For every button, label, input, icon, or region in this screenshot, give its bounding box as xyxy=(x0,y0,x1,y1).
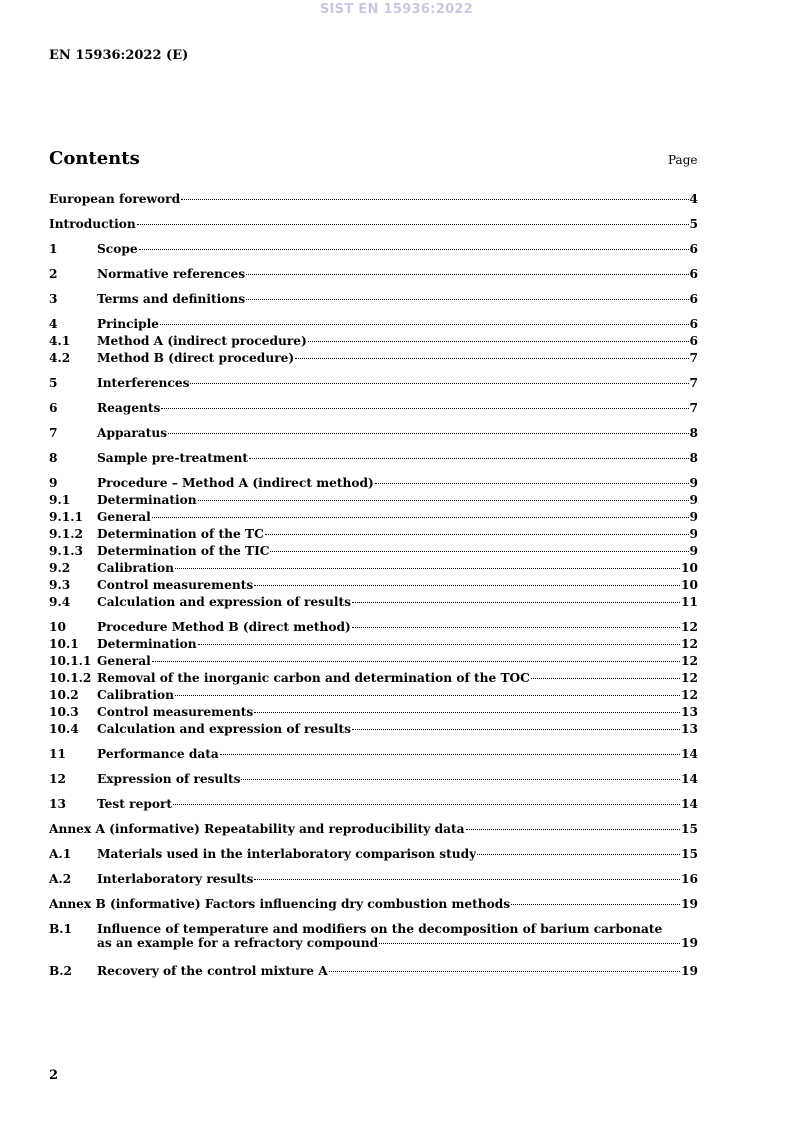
toc-entry-number: A.1 xyxy=(49,847,72,861)
toc-entry-number: 10.1.1 xyxy=(49,654,92,668)
toc-entry-title: Calculation and expression of results xyxy=(97,722,351,736)
toc-entry-number: 4.2 xyxy=(49,351,71,365)
toc-entry-page: 6 xyxy=(689,317,698,331)
toc-entry-title: Procedure Method B (direct method) xyxy=(97,620,351,634)
standard-id: EN 15936:2022 (E) xyxy=(49,48,189,63)
dot-leader xyxy=(246,274,688,275)
toc-entry-page: 19 xyxy=(681,964,698,978)
toc-entry-page: 16 xyxy=(681,872,698,886)
toc-entry-page: 19 xyxy=(681,897,698,911)
toc-entry[interactable] xyxy=(49,671,698,688)
toc-entry[interactable] xyxy=(49,242,698,259)
toc-entry[interactable] xyxy=(49,847,698,864)
toc-entry-number: 12 xyxy=(49,772,66,786)
toc-entry[interactable] xyxy=(49,376,698,393)
toc-entry-title: Annex B (informative) Factors influencing dry combustion methods xyxy=(49,897,511,911)
toc-entry[interactable] xyxy=(49,797,698,814)
toc-entry[interactable] xyxy=(49,747,698,764)
toc-entry-title: Sample pre-treatment xyxy=(97,451,248,465)
dot-leader xyxy=(265,534,689,535)
page-title: Contents xyxy=(49,148,140,169)
toc-entry-number: 9.2 xyxy=(49,561,71,575)
toc-entry[interactable] xyxy=(49,578,698,595)
dot-leader xyxy=(329,971,680,972)
toc-entry-page: 12 xyxy=(681,637,698,651)
toc-entry-title: Determination of the TC xyxy=(97,527,264,541)
toc-entry-number: 7 xyxy=(49,426,58,440)
toc-entry-title: Introduction xyxy=(49,217,136,231)
toc-entry-title: Method A (indirect procedure) xyxy=(97,334,307,348)
toc-entry-title: Calculation and expression of results xyxy=(97,595,351,609)
toc-entry-number: B.2 xyxy=(49,964,73,978)
dot-leader xyxy=(137,224,689,225)
toc-entry-page: 14 xyxy=(681,772,698,786)
toc-entry[interactable] xyxy=(49,476,698,493)
dot-leader xyxy=(220,754,680,755)
dot-leader xyxy=(308,341,689,342)
dot-leader xyxy=(198,500,689,501)
toc-entry-number: 5 xyxy=(49,376,58,390)
dot-leader xyxy=(270,551,688,552)
toc-entry-title: Determination of the TIC xyxy=(97,544,270,558)
toc-entry-title: Normative references xyxy=(97,267,246,281)
toc-entry-title: Terms and definitions xyxy=(97,292,246,306)
toc-entry-title: Control measurements xyxy=(97,578,254,592)
toc-entry-title: Determination xyxy=(97,493,197,507)
toc-entry-title: Scope xyxy=(97,242,138,256)
toc-entry-number: A.2 xyxy=(49,872,72,886)
toc-entry-number: 3 xyxy=(49,292,58,306)
toc-entry[interactable] xyxy=(49,654,698,671)
toc-entry-page: 6 xyxy=(689,292,698,306)
toc-entry-title: General xyxy=(97,654,151,668)
toc-entry-title: Interlaboratory results xyxy=(97,872,254,886)
toc-entry-number: 10 xyxy=(49,620,66,634)
toc-entry-title-continued: as an example for a refractory compound xyxy=(97,936,379,950)
toc-entry-page: 13 xyxy=(681,722,698,736)
toc-entry-title: Performance data xyxy=(97,747,219,761)
toc-entry[interactable] xyxy=(49,217,698,234)
toc-entry-title: Determination xyxy=(97,637,197,651)
toc-entry[interactable] xyxy=(49,426,698,443)
toc-entry-number: 11 xyxy=(49,747,66,761)
toc-entry-title: European foreword xyxy=(49,192,181,206)
toc-entry-page: 14 xyxy=(681,797,698,811)
toc-entry-title: Influence of temperature and modifiers on the decomposition of barium carbonate xyxy=(97,922,663,936)
toc-entry-number: 10.1 xyxy=(49,637,79,651)
toc-entry-number: 9.1.2 xyxy=(49,527,83,541)
toc-entry-page: 14 xyxy=(681,747,698,761)
toc-entry-page: 12 xyxy=(681,620,698,634)
dot-leader xyxy=(190,383,688,384)
dot-leader xyxy=(168,433,688,434)
toc-entry-title: Removal of the inorganic carbon and determination of the TOC xyxy=(97,671,530,685)
toc-entry[interactable] xyxy=(49,595,698,612)
toc-entry-page: 12 xyxy=(681,688,698,702)
toc-entry-page: 6 xyxy=(689,242,698,256)
dot-leader xyxy=(152,661,680,662)
toc-entry[interactable] xyxy=(49,493,698,510)
dot-leader xyxy=(175,568,680,569)
toc-entry[interactable] xyxy=(49,705,698,722)
toc-entry-number: 10.2 xyxy=(49,688,79,702)
dot-leader xyxy=(152,517,689,518)
page-number: 2 xyxy=(49,1068,59,1083)
toc-entry[interactable] xyxy=(49,401,698,418)
dot-leader xyxy=(254,879,680,880)
toc-entry-page: 7 xyxy=(689,376,698,390)
toc-entry-title: Apparatus xyxy=(97,426,168,440)
dot-leader xyxy=(198,644,680,645)
toc-entry-page: 10 xyxy=(681,578,698,592)
toc-entry-page: 6 xyxy=(689,267,698,281)
page-column-label: Page xyxy=(668,153,698,167)
toc-entry-number: 9.1.1 xyxy=(49,510,83,524)
toc-entry-number: 9.1 xyxy=(49,493,71,507)
toc-entry-number: 10.4 xyxy=(49,722,79,736)
toc-entry-title: Interferences xyxy=(97,376,190,390)
dot-leader xyxy=(352,627,680,628)
toc-entry-title: General xyxy=(97,510,151,524)
toc-entry-number: 4 xyxy=(49,317,58,331)
toc-entry-number: 9.3 xyxy=(49,578,71,592)
toc-entry[interactable] xyxy=(49,822,698,839)
toc-entry[interactable] xyxy=(49,192,698,209)
toc-entry[interactable] xyxy=(49,772,698,789)
toc-entry-page: 15 xyxy=(681,847,698,861)
toc-entry[interactable] xyxy=(49,872,698,889)
toc-entry[interactable] xyxy=(49,688,698,705)
toc-entry-title: Principle xyxy=(97,317,160,331)
toc-entry-page: 15 xyxy=(681,822,698,836)
toc-entry-page: 9 xyxy=(689,527,698,541)
toc-entry-page: 10 xyxy=(681,561,698,575)
toc-entry-title: Recovery of the control mixture A xyxy=(97,964,328,978)
toc-entry-title: Test report xyxy=(97,797,173,811)
toc-entry-number: 8 xyxy=(49,451,58,465)
toc-entry-page: 9 xyxy=(689,544,698,558)
toc-entry-page: 9 xyxy=(689,493,698,507)
toc-entry[interactable] xyxy=(49,292,698,309)
dot-leader xyxy=(352,602,680,603)
toc-entry-page: 5 xyxy=(689,217,698,231)
toc-entry-title: Calibration xyxy=(97,561,174,575)
toc-entry-number: 1 xyxy=(49,242,58,256)
dot-leader xyxy=(175,695,680,696)
toc-entry-page: 19 xyxy=(681,936,698,950)
toc-entry[interactable] xyxy=(49,964,698,981)
dot-leader xyxy=(173,804,680,805)
toc-entry-title: Materials used in the interlaboratory comparison study xyxy=(97,847,477,861)
toc-entry-page: 11 xyxy=(681,595,698,609)
toc-entry-page: 7 xyxy=(689,401,698,415)
toc-entry[interactable] xyxy=(49,451,698,468)
toc-entry-number: 9.4 xyxy=(49,595,71,609)
dot-leader xyxy=(531,678,680,679)
dot-leader xyxy=(254,585,680,586)
toc-entry-number: 9 xyxy=(49,476,58,490)
toc-entry[interactable] xyxy=(49,897,698,914)
toc-entry-title: Control measurements xyxy=(97,705,254,719)
toc-entry[interactable] xyxy=(49,620,698,637)
toc-entry-number: 9.1.3 xyxy=(49,544,83,558)
toc-entry-number: 6 xyxy=(49,401,58,415)
toc-entry[interactable] xyxy=(49,267,698,284)
toc-entry-page: 12 xyxy=(681,654,698,668)
dot-leader xyxy=(181,199,688,200)
toc-entry[interactable] xyxy=(49,351,698,368)
dot-leader xyxy=(477,854,680,855)
toc-entry[interactable] xyxy=(49,334,698,351)
toc-entry-number: B.1 xyxy=(49,922,73,936)
toc-entry-page: 13 xyxy=(681,705,698,719)
dot-leader xyxy=(379,943,680,944)
toc-entry[interactable] xyxy=(49,922,698,956)
toc-entry-page: 4 xyxy=(689,192,698,206)
toc-entry[interactable] xyxy=(49,510,698,527)
toc-entry-number: 10.1.2 xyxy=(49,671,92,685)
dot-leader xyxy=(161,408,688,409)
watermark: SIST EN 15936:2022 xyxy=(319,2,474,17)
toc-entry-number: 2 xyxy=(49,267,58,281)
toc-entry-page: 12 xyxy=(681,671,698,685)
dot-leader xyxy=(295,358,688,359)
dot-leader xyxy=(160,324,688,325)
toc-entry[interactable] xyxy=(49,722,698,739)
dot-leader xyxy=(375,483,689,484)
dot-leader xyxy=(511,904,680,905)
dot-leader xyxy=(246,299,688,300)
toc-entry-number: 13 xyxy=(49,797,66,811)
toc-entry-title: Procedure – Method A (indirect method) xyxy=(97,476,374,490)
toc-entry-page: 9 xyxy=(689,476,698,490)
dot-leader xyxy=(249,458,689,459)
toc-entry-title: Reagents xyxy=(97,401,161,415)
toc-entry-page: 6 xyxy=(689,334,698,348)
toc-entry[interactable] xyxy=(49,317,698,334)
toc-entry[interactable] xyxy=(49,561,698,578)
dot-leader xyxy=(352,729,680,730)
toc-entry-title: Annex A (informative) Repeatability and reproducibility data xyxy=(49,822,465,836)
toc-entry[interactable] xyxy=(49,544,698,561)
dot-leader xyxy=(254,712,680,713)
dot-leader xyxy=(241,779,680,780)
toc-entry-page: 7 xyxy=(689,351,698,365)
toc-entry-page: 9 xyxy=(689,510,698,524)
toc-entry-page: 8 xyxy=(689,426,698,440)
toc-entry[interactable] xyxy=(49,527,698,544)
toc-entry-title: Calibration xyxy=(97,688,174,702)
toc-entry-number: 4.1 xyxy=(49,334,71,348)
dot-leader xyxy=(466,829,680,830)
toc-entry-title: Method B (direct procedure) xyxy=(97,351,295,365)
toc-entry[interactable] xyxy=(49,637,698,654)
dot-leader xyxy=(139,249,689,250)
toc-entry-page: 8 xyxy=(689,451,698,465)
toc-entry-number: 10.3 xyxy=(49,705,79,719)
toc-entry-title: Expression of results xyxy=(97,772,241,786)
